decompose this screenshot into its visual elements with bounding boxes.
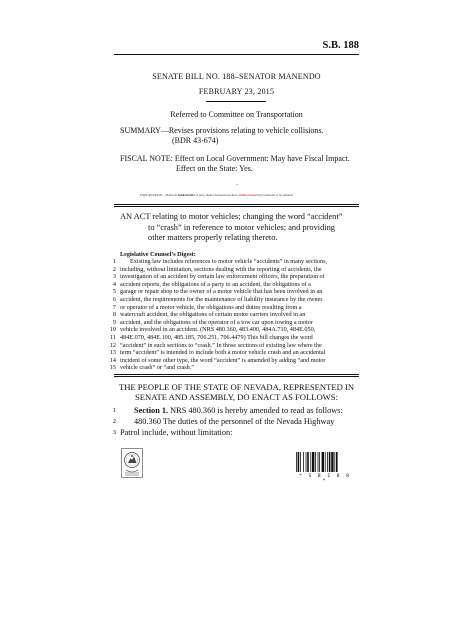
barcode-bar bbox=[331, 452, 333, 472]
barcode-bar bbox=[296, 452, 297, 472]
bill-date: FEBRUARY 23, 2015 bbox=[198, 87, 275, 96]
barcode-bar bbox=[319, 452, 320, 472]
digest-line: Existing law includes references to motor vehicle “accidents” in many sections, bbox=[130, 258, 328, 265]
enacting-clause-line-2: SENATE AND ASSEMBLY, DO ENACT AS FOLLOWS: bbox=[135, 392, 338, 403]
fiscal-note-line-1: FISCAL NOTE: Effect on Local Government: May have Fiscal Impact. bbox=[120, 154, 350, 163]
committee-referral: Referred to Committee on Transportation bbox=[170, 110, 303, 119]
date-rule bbox=[206, 101, 266, 102]
digest-line: accident, and the obligations of the operator of a tow car upon towing a motor bbox=[120, 318, 313, 326]
barcode-bar bbox=[325, 452, 326, 472]
digest-line: vehicle crash” or “and crash.” bbox=[120, 364, 195, 372]
section-line-3: Patrol include, without limitation: bbox=[120, 427, 233, 437]
section-line-number: 3 bbox=[112, 428, 116, 436]
digest-line: “accident” in such sections to “crash.” In those sections of existing law where the bbox=[120, 341, 322, 349]
header-rule bbox=[114, 54, 359, 55]
summary-bdr: (BDR 43-674) bbox=[172, 136, 219, 145]
explanation-note: EXPLANATION – Matter in bolded italics is new; matter between brackets [omitted material] is material to be omitted. bbox=[140, 193, 294, 197]
digest-line: accident, the requirements for the maintenance of liability insurance by the owner bbox=[120, 295, 323, 303]
fiscal-note-line-2: Effect on the State: Yes. bbox=[176, 164, 253, 173]
barcode-bar bbox=[318, 452, 319, 472]
digest-heading: Legislative Counsel’s Digest: bbox=[120, 251, 196, 258]
barcode-icon bbox=[296, 452, 354, 472]
barcode-bar bbox=[300, 452, 301, 472]
section-line-2: 480.360 The duties of the personnel of the Nevada Highway bbox=[134, 416, 335, 426]
digest-line-numbers: 1 2 3 4 5 6 7 8 9 10 11 12 13 14 15 bbox=[109, 258, 116, 372]
digest-line: term “accident” is intended to include both a motor vehicle crash and an accidental bbox=[120, 349, 326, 357]
barcode-bar bbox=[298, 452, 300, 472]
summary-line-1: SUMMARY—Revises provisions relating to vehicle collisions. bbox=[120, 126, 324, 135]
barcode-bar bbox=[310, 452, 311, 472]
digest-rule-bottom bbox=[114, 376, 359, 377]
digest-line: investigation of an accident by certain law enforcement officers, the preparation of bbox=[120, 273, 325, 281]
explanation-rule-top bbox=[114, 204, 359, 205]
barcode-bar bbox=[307, 452, 309, 472]
digest-line: incident of some other type, the word “accident” is amended by adding “and motor bbox=[120, 356, 326, 364]
nevada-seal-icon bbox=[121, 448, 143, 478]
barcode-bar bbox=[327, 452, 328, 472]
tilde-mark: ~ bbox=[236, 182, 239, 187]
section-line-number: 2 bbox=[112, 417, 116, 425]
section-line-1: Section 1. NRS 480.360 is hereby amended to read as follows: bbox=[134, 406, 343, 415]
barcode-bar bbox=[306, 452, 307, 472]
bill-header: SENATE BILL NO. 188–SENATOR MANENDO bbox=[152, 72, 321, 81]
explanation-rule-bottom bbox=[114, 206, 359, 207]
digest-line: vehicle involved in an accident. (NRS 480.360, 483.400, 484A.710, 484E.050, bbox=[120, 326, 316, 334]
barcode-bar bbox=[312, 452, 314, 472]
digest-body bbox=[120, 258, 358, 372]
barcode-bar bbox=[336, 452, 338, 472]
act-title-line-1: AN ACT relating to motor vehicles; changing the word “accident” bbox=[120, 212, 343, 221]
act-title-line-3: other matters properly relating thereto. bbox=[148, 233, 278, 243]
digest-line: accident reports, the obligations of a party to an accident, the obligations of a bbox=[120, 280, 311, 288]
barcode-text: * S B 1 8 8 * bbox=[299, 474, 351, 484]
barcode-bar bbox=[322, 452, 324, 472]
digest-line: or operator of a motor vehicle, the obligations and duties resulting from a bbox=[120, 303, 302, 311]
digest-line: watercraft accident, the obligations of certain motor carriers involved in an bbox=[120, 311, 306, 319]
barcode-bar bbox=[315, 452, 316, 472]
digest-line: 484E.070, 484E.100, 485.185, 706.251, 706.4479) This bill changes the word bbox=[120, 333, 313, 341]
bill-number: S.B. 188 bbox=[322, 40, 359, 51]
barcode-bar bbox=[303, 452, 304, 472]
barcode-bar bbox=[329, 452, 331, 472]
act-title-line-2: to “crash” in reference to motor vehicles; and providing bbox=[148, 222, 335, 232]
section-line-number: 1 bbox=[112, 407, 116, 414]
digest-rule-top bbox=[114, 374, 359, 375]
barcode-bar bbox=[334, 452, 335, 472]
digest-line: garage or repair shop to the owner of a motor vehicle that has been involved in an bbox=[120, 288, 323, 296]
digest-line: including, without limitation, sections dealing with the reporting of accidents, the bbox=[120, 265, 322, 273]
enacting-clause-line-1: THE PEOPLE OF THE STATE OF NEVADA, REPRESENTED IN bbox=[118, 382, 355, 392]
